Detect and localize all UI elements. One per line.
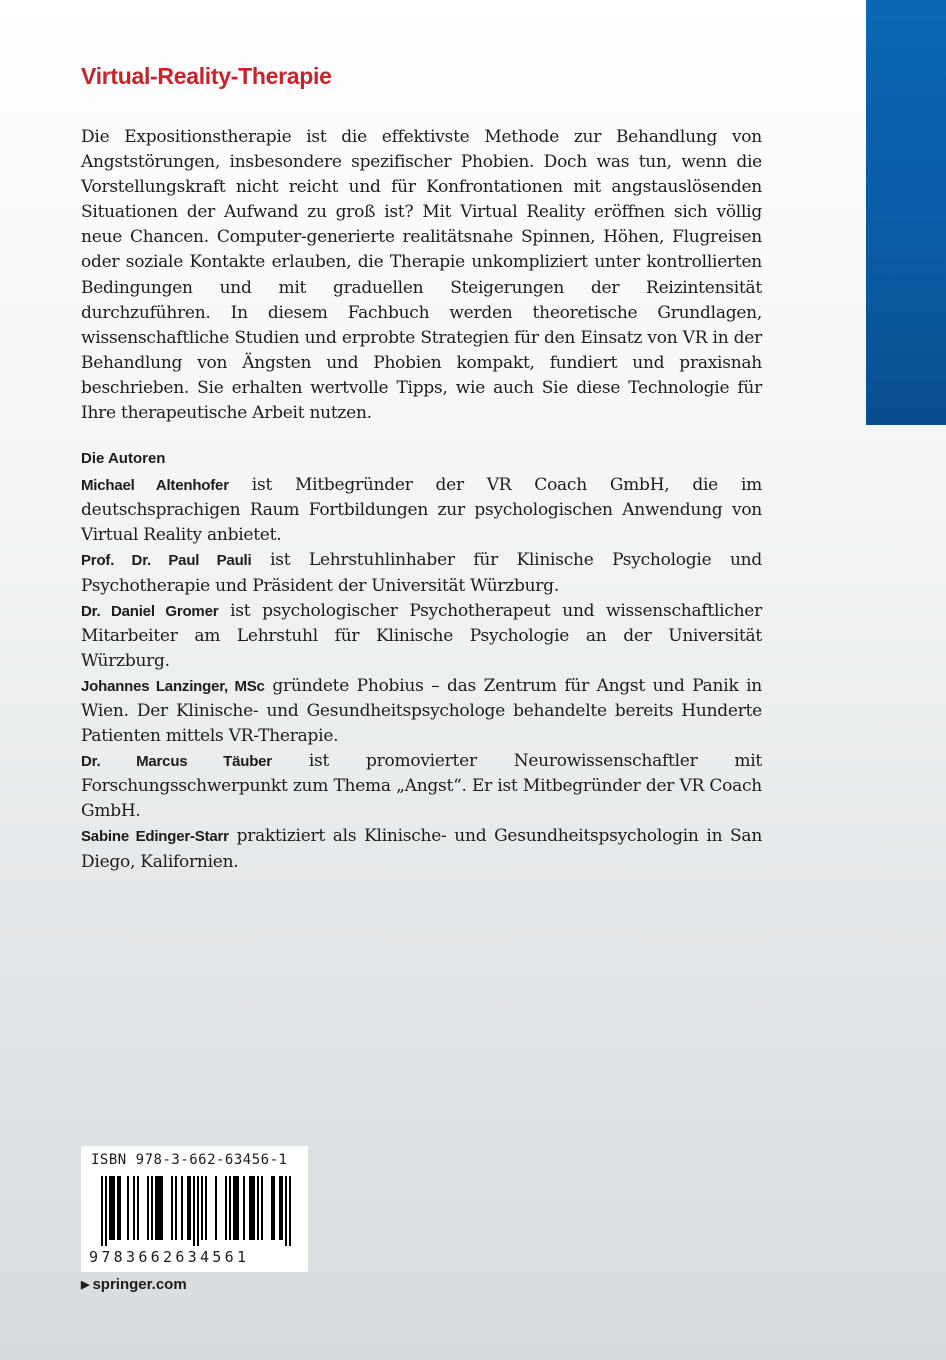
barcode-bar [175, 1176, 177, 1240]
author-bio: ist Lehrstuhlinhaber für Klinische Psychologie und Psychotherapie und Präsident der Universität Würzburg. [81, 550, 763, 596]
ean-digits: 9783662634561 [89, 1248, 250, 1266]
barcode-bar [257, 1176, 259, 1240]
barcode-bar [105, 1176, 107, 1246]
barcode-bar [111, 1176, 113, 1240]
author-name: Dr. Marcus Täuber [81, 753, 272, 771]
barcode-bar [171, 1176, 173, 1240]
author-name: Dr. Daniel Gromer [81, 602, 219, 620]
barcode-bar [127, 1176, 129, 1240]
author-entry [81, 473, 762, 548]
barcode-bar [155, 1176, 157, 1240]
barcode-bar [133, 1176, 135, 1240]
author-entry [81, 599, 762, 674]
barcode-bar [161, 1176, 163, 1240]
barcode-bar [201, 1176, 203, 1240]
author-bio: ist Mitbegründer der VR Coach GmbH, die im deutschsprachigen Raum Fortbildungen zur psychologischen Anwendung von Virtual Reality anbietet. [81, 475, 763, 546]
barcode-bar [113, 1176, 115, 1240]
book-title: Virtual-Reality-Therapie [81, 63, 332, 89]
author-entry [81, 674, 762, 749]
barcode-bar [119, 1176, 121, 1240]
publisher-url: springer.com [92, 1276, 187, 1293]
barcode-bar [197, 1176, 199, 1246]
barcode-bar [101, 1176, 103, 1246]
author-entry [81, 548, 762, 598]
barcode-bar [253, 1176, 255, 1240]
publisher-link[interactable] [81, 1276, 187, 1293]
arrow-right-icon: ▶ [81, 1279, 90, 1291]
barcode-bar [273, 1176, 275, 1240]
barcode-bar [187, 1176, 189, 1240]
barcode-bar [117, 1176, 119, 1240]
barcode-bar [205, 1176, 207, 1240]
author-name: Prof. Dr. Paul Pauli [81, 552, 252, 570]
barcode-bar [159, 1176, 161, 1240]
author-name: Johannes Lanzinger, MSc [81, 677, 265, 695]
author-entry [81, 749, 762, 824]
back-cover-content [81, 60, 762, 875]
barcode-bar [249, 1176, 251, 1240]
isbn-barcode-box [81, 1146, 308, 1272]
barcode-bar [189, 1176, 191, 1240]
barcode-bar [147, 1176, 149, 1240]
blue-accent-band [866, 0, 946, 425]
authors-heading: Die Autoren [81, 450, 166, 468]
barcode-bar [181, 1176, 183, 1240]
barcode-bar [261, 1176, 263, 1240]
barcode-bar [233, 1176, 235, 1240]
barcode-bar [229, 1176, 231, 1240]
barcode-bar [157, 1176, 159, 1240]
barcode-bar [285, 1176, 287, 1246]
barcode-bar [271, 1176, 273, 1240]
author-bio: ist promovierter Neurowissenschaftler mit Forschungsschwerpunkt zum Thema „Angst“. Er ist Mitbegründer der VR Coach GmbH. [81, 751, 762, 822]
barcode-bar [237, 1176, 239, 1240]
barcode-bar [289, 1176, 291, 1246]
barcode-bar [215, 1176, 217, 1240]
barcode-bar [243, 1176, 245, 1240]
barcode-bar [193, 1176, 195, 1246]
book-description: Die Expositionstherapie ist die effektivste Methode zur Behandlung von Angststörungen, insbesondere spezifischer Phobien. Doch was tun, wenn die Vorstellungskraft nicht reicht und für Konfrontationen mit angstauslösenden Situationen der Aufwand zu groß ist? Mit Virtual Reality eröffnen sich völlig neue Chancen. Computer-generierte realitätsnahe Spinnen, Höhen, Flugreisen oder soziale Kontakte erlauben, die Therapie unkompliziert unter kontrollierten Bedingungen und mit graduellen Steigerungen der Reizintensität durchzuführen. In diesem Fachbuch werden theoretische Grundlagen, wissenschaftliche Studien und erprobte Strategien für den Einsatz von VR in der Behandlung von Ängsten und Phobien kompakt, fundiert und praxisnah beschrieben. Sie erhalten wertvolle Tipps, wie auch Sie diese Technologie für Ihre therapeutische Arbeit nutzen. [81, 127, 762, 424]
barcode-bar [151, 1176, 153, 1240]
author-bio: ist psychologischer Psychotherapeut und wissenschaftlicher Mitarbeiter am Lehrstuhl für Klinische Psychologie an der Universität Würzburg. [81, 600, 762, 671]
author-name: Michael Altenhofer [81, 477, 229, 495]
author-bio: gründete Phobius – das Zentrum für Angst und Panik in Wien. Der Klinische- und Gesundheitspsychologe behandelte bereits Hunderte Patienten mittels VR-Therapie. [81, 675, 762, 747]
barcode-bar [235, 1176, 237, 1240]
barcode-bar [251, 1176, 253, 1240]
isbn-number: ISBN 978-3-662-63456-1 [91, 1152, 288, 1168]
author-entry [81, 824, 762, 874]
barcode-bar [281, 1176, 283, 1240]
barcode-bar [225, 1176, 227, 1240]
barcode-icon [89, 1176, 300, 1246]
author-name: Sabine Edinger-Starr [81, 828, 229, 846]
author-bio: praktiziert als Klinische- und Gesundheitspsychologin in San Diego, Kalifornien. [81, 826, 763, 872]
barcode-bar [279, 1176, 281, 1240]
barcode-bar [109, 1176, 111, 1240]
barcode-bar [137, 1176, 139, 1240]
